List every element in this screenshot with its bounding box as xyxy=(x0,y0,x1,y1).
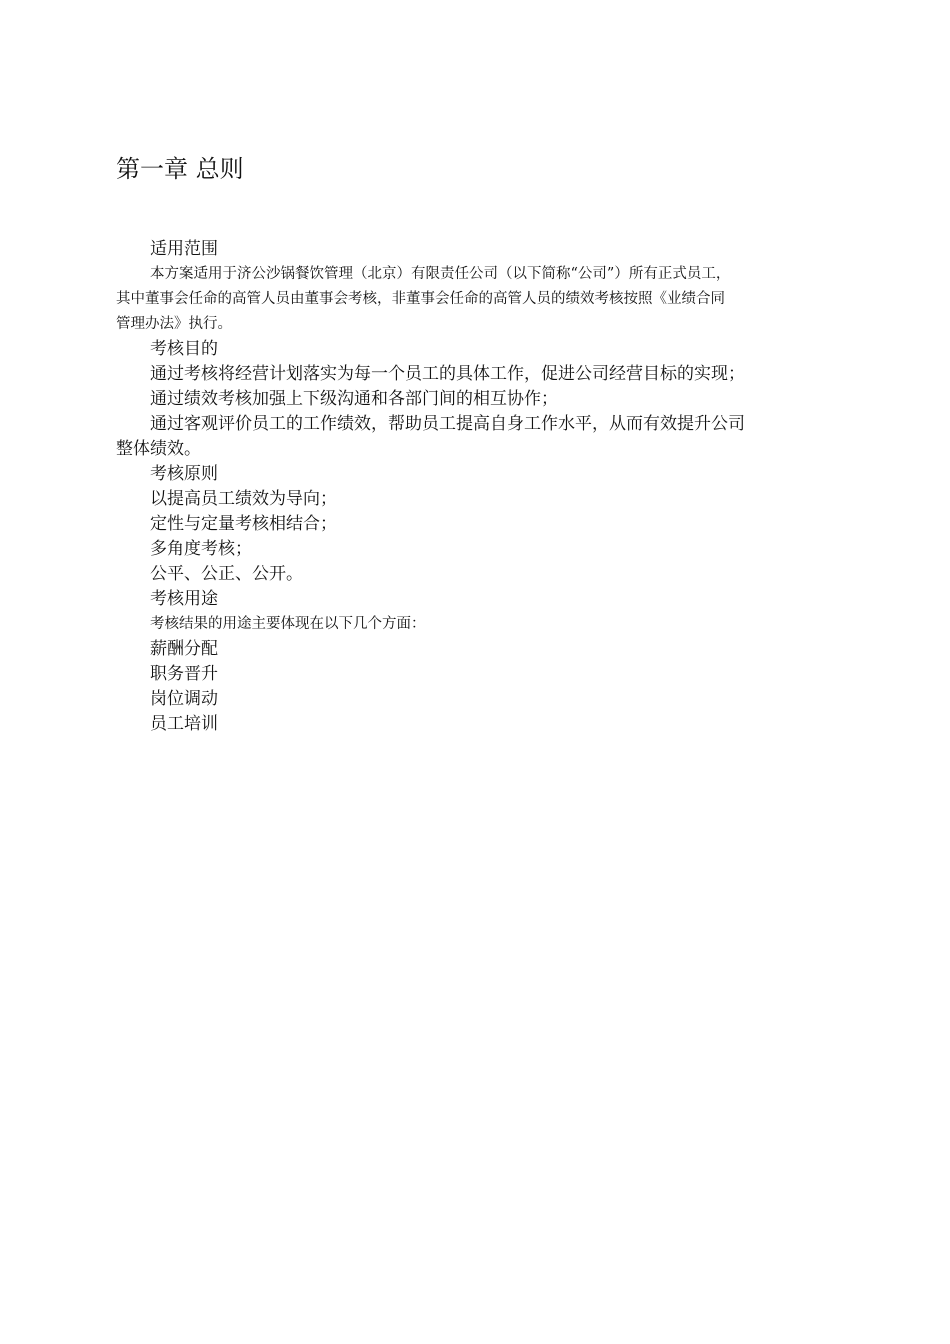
principle-item-1: 以提高员工绩效为导向； xyxy=(150,489,337,509)
principle-item-2: 定性与定量考核相结合； xyxy=(150,514,337,534)
principle-item-4: 公平、公正、公开。 xyxy=(150,564,303,584)
chapter-title: 第一章 总则 xyxy=(116,155,244,183)
usage-item-3: 岗位调动 xyxy=(150,689,218,709)
usage-item-2: 职务晋升 xyxy=(150,664,218,684)
section-heading-usage: 考核用途 xyxy=(150,589,218,609)
scope-body-line-2: 其中董事会任命的高管人员由董事会考核，非董事会任命的高管人员的绩效考核按照《业绩合同 xyxy=(116,291,725,307)
chapter-content xyxy=(116,237,836,737)
purpose-item-2: 通过绩效考核加强上下级沟通和各部门间的相互协作； xyxy=(150,389,558,409)
purpose-item-3-line-1: 通过客观评价员工的工作绩效，帮助员工提高自身工作水平，从而有效提升公司 xyxy=(150,414,745,434)
purpose-item-1: 通过考核将经营计划落实为每一个员工的具体工作，促进公司经营目标的实现； xyxy=(150,364,745,384)
scope-body-line-3: 管理办法》执行。 xyxy=(116,316,232,332)
section-heading-principles: 考核原则 xyxy=(150,464,218,484)
section-heading-scope: 适用范围 xyxy=(150,239,218,259)
scope-body-line-1: 本方案适用于济公沙锅餐饮管理（北京）有限责任公司（以下简称“公司”）所有正式员工， xyxy=(150,266,731,282)
usage-item-1: 薪酬分配 xyxy=(150,639,218,659)
purpose-item-3-line-2: 整体绩效。 xyxy=(116,439,201,459)
principle-item-3: 多角度考核； xyxy=(150,539,252,559)
usage-intro: 考核结果的用途主要体现在以下几个方面： xyxy=(150,616,426,632)
section-heading-purpose: 考核目的 xyxy=(150,339,218,359)
usage-item-4: 员工培训 xyxy=(150,714,218,734)
